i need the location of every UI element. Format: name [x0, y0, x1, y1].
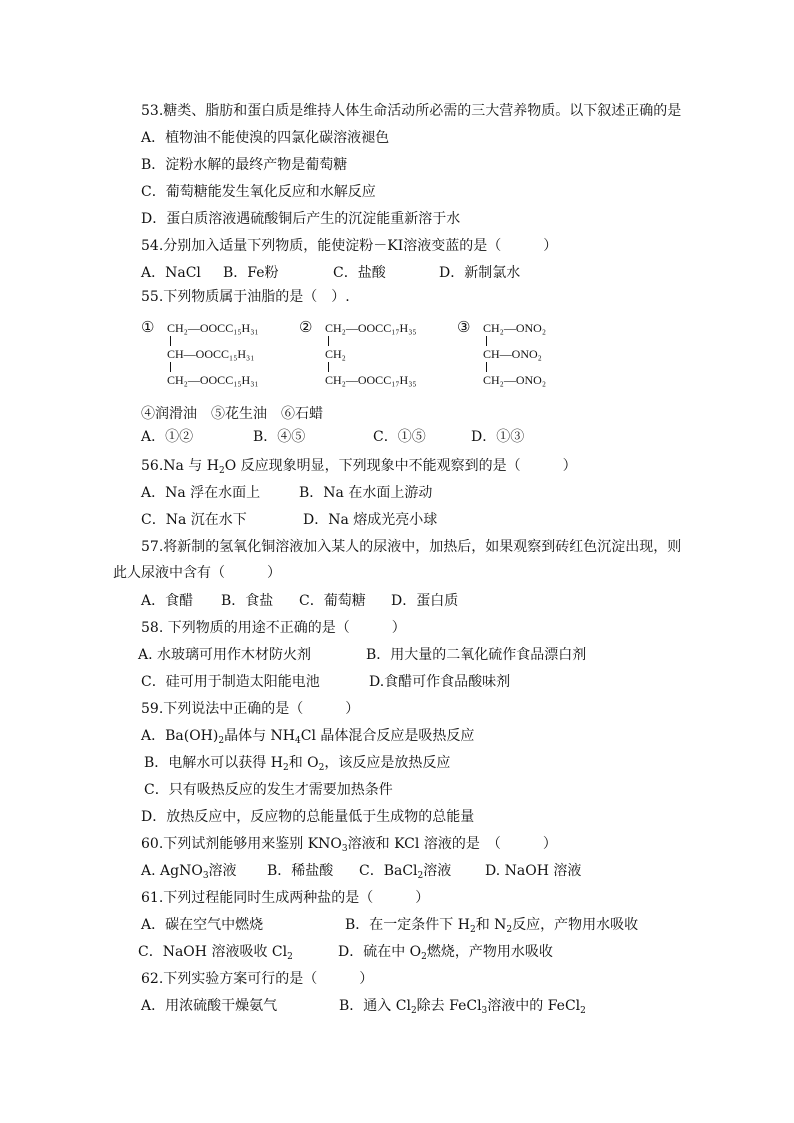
q60-c-part: C．BaCl [359, 863, 418, 879]
q55-other-items: ④润滑油 ⑤花生油 ⑥石蜡 [141, 406, 323, 422]
q59-a-sub: 4 [295, 736, 301, 746]
mol1-bond1 [170, 336, 171, 346]
mol2-bond2 [328, 362, 329, 372]
q53-option-a: A．植物油不能使溴的四氯化碳溶液褪色 [141, 130, 390, 146]
mol3-row1: CH₂—ONO₂ [483, 321, 547, 335]
q60-a-sub: 3 [202, 871, 209, 881]
q61-b-sub: 2 [469, 925, 476, 935]
q55-option-a: A．①② [141, 429, 194, 445]
q56-option-b: B．Na 在水面上游动 [299, 485, 433, 501]
q53-option-b: B．淀粉水解的最终产物是葡萄糖 [141, 157, 348, 173]
q56-stem-part: 56.Na 与 H [141, 458, 219, 474]
q58-option-d: D.食醋可作食品酸味剂 [369, 674, 511, 690]
mol3-row3: CH₂—ONO₂ [483, 373, 547, 387]
mol1-number: ① [141, 318, 155, 336]
q57-stem-line2: 此人尿液中含有（ ） [113, 565, 281, 581]
mol3-bond2 [486, 362, 487, 372]
q61-stem: 61.下列过程能同时生成两种盐的是（ ） [141, 890, 430, 906]
q62-b-sub: 3 [481, 1006, 488, 1016]
q59-option-d: D．放热反应中，反应物的总能量低于生成物的总能量 [141, 809, 475, 825]
q56-stem-sub: 2 [218, 466, 225, 476]
q59-b-part: B．电解水可以获得 H [144, 755, 283, 771]
q62-b-sub: 2 [580, 1006, 586, 1016]
q61-c-sub: 2 [287, 952, 293, 962]
q60-option-a [141, 861, 237, 886]
q61-c-part: C．NaOH 溶液吸收 Cl [138, 944, 288, 960]
q54-option-d: D．新制氯水 [439, 265, 521, 281]
q55-option-c: C．①⑤ [373, 429, 426, 445]
q56-option-a: A．Na 浮在水面上 [141, 485, 261, 501]
q62-b-sub: 2 [410, 1006, 417, 1016]
q60-c-sub: 2 [417, 871, 424, 881]
q59-a-part: Cl 晶体混合反应是吸热反应 [300, 728, 475, 744]
q57-stem-line1: 57.将新制的氢氧化铜溶液加入某人的尿液中，加热后，如果观察到砖红色沉淀出现，则 [141, 539, 682, 555]
mol1-bond2 [170, 362, 171, 372]
q61-option-d [338, 942, 553, 967]
q53-option-d: D．蛋白质溶液遇硫酸铜后产生的沉淀能重新溶于水 [141, 211, 461, 227]
q60-stem [141, 834, 557, 859]
q61-d-part: 燃烧，产物用水吸收 [426, 944, 553, 960]
q58-option-c: C．硅可用于制造太阳能电池 [141, 674, 320, 690]
q57-option-a: A．食醋 [141, 593, 194, 609]
q61-d-part: D．硫在中 O [338, 944, 422, 960]
mol1-row2: CH—OOCC₁₅H₃₁ [167, 347, 255, 361]
q62-b-part: B．通入 Cl [339, 998, 411, 1014]
mol3-number: ③ [457, 318, 471, 336]
q60-option-c [359, 861, 451, 886]
q59-option-b [144, 753, 450, 778]
q57-option-b: B．食盐 [221, 593, 274, 609]
mol3-row2: CH—ONO₂ [483, 347, 542, 361]
q56-stem-part: O 反应现象明显，下列现象中不能观察到的是（ ） [224, 458, 577, 474]
mol2-number: ② [299, 318, 313, 336]
mol1-row1: CH₂—OOCC₁₅H₃₁ [167, 321, 259, 335]
q53-stem: 53.糖类、脂肪和蛋白质是维持人体生命活动所必需的三大营养物质。以下叙述正确的是 [141, 103, 682, 119]
q61-d-sub: 2 [421, 952, 427, 962]
q59-b-sub: 2 [282, 763, 289, 773]
mol1-row3: CH₂—OOCC₁₅H₃₁ [167, 373, 259, 387]
q61-b-part: 和 N [475, 917, 507, 933]
q60-option-d: D. NaOH 溶液 [485, 863, 582, 879]
mol2-row3: CH₂—OOCC₁₇H₃₅ [325, 373, 417, 387]
q54-option-a: A．NaCl [141, 265, 201, 281]
q58-stem: 58. 下列物质的用途不正确的是（ ） [141, 620, 406, 636]
q55-option-d: D．①③ [471, 429, 525, 445]
q60-a-part: 溶液 [208, 863, 237, 879]
q55-option-b: B．④⑤ [253, 429, 306, 445]
q60-stem-part: 溶液和 KCl 溶液的是 （ ） [347, 836, 557, 852]
q59-option-c: C．只有吸热反应的发生才需要加热条件 [144, 782, 393, 798]
q60-option-b: B．稀盐酸 [267, 863, 334, 879]
q56-option-c: C．Na 沉在水下 [141, 512, 247, 528]
q54-stem: 54.分别加入适量下列物质，能使淀粉－KI溶液变蓝的是（ ） [141, 238, 558, 254]
q60-stem-sub: 3 [341, 844, 348, 854]
q56-stem [141, 456, 577, 481]
q61-b-part: B．在一定条件下 H [345, 917, 470, 933]
q62-stem: 62.下列实验方案可行的是（ ） [141, 971, 374, 987]
q59-stem: 59.下列说法中正确的是（ ） [141, 701, 360, 717]
q59-option-a [141, 726, 474, 751]
q62-option-b [339, 996, 586, 1021]
q54-option-b: B．Fe粉 [223, 265, 279, 281]
q61-b-sub: 2 [506, 925, 513, 935]
q59-a-sub: 2 [218, 736, 225, 746]
mol3-bond1 [486, 336, 487, 346]
q54-option-c: C．盐酸 [333, 265, 386, 281]
q55-stem: 55.下列物质属于油脂的是（ ）. [141, 289, 350, 305]
q61-option-a: A．碳在空气中燃烧 [141, 917, 264, 933]
q60-stem-part: 60.下列试剂能够用来鉴别 KNO [141, 836, 342, 852]
q61-b-part: 反应，产物用水吸收 [512, 917, 639, 933]
q61-option-c [138, 942, 293, 967]
mol2-bond1 [328, 336, 329, 346]
q59-a-part: A．Ba(OH) [141, 728, 219, 744]
q58-option-b: B．用大量的二氧化硫作食品漂白剂 [366, 647, 587, 663]
q56-option-d: D．Na 熔成光亮小球 [303, 512, 438, 528]
q59-b-sub: 2 [318, 763, 325, 773]
q59-a-part: 晶体与 NH [224, 728, 296, 744]
q61-option-b [345, 915, 638, 940]
q59-b-part: ，该反应是放热反应 [324, 755, 451, 771]
mol2-row1: CH₂—OOCC₁₇H₃₅ [325, 321, 417, 335]
mol2-row2: CH₂ [325, 347, 346, 361]
q59-b-part: 和 O [288, 755, 319, 771]
q57-option-d: D．蛋白质 [391, 593, 459, 609]
q60-c-part: 溶液 [423, 863, 452, 879]
q62-b-part: 除去 FeCl [416, 998, 482, 1014]
q60-a-part: A. AgNO [141, 863, 203, 879]
q57-option-c: C．葡萄糖 [299, 593, 366, 609]
q62-b-part: 溶液中的 FeCl [487, 998, 581, 1014]
q53-option-c: C．葡萄糖能发生氧化反应和水解反应 [141, 184, 376, 200]
q58-option-a: A. 水玻璃可用作木材防火剂 [138, 647, 312, 663]
q62-option-a: A．用浓硫酸干燥氨气 [141, 998, 278, 1014]
